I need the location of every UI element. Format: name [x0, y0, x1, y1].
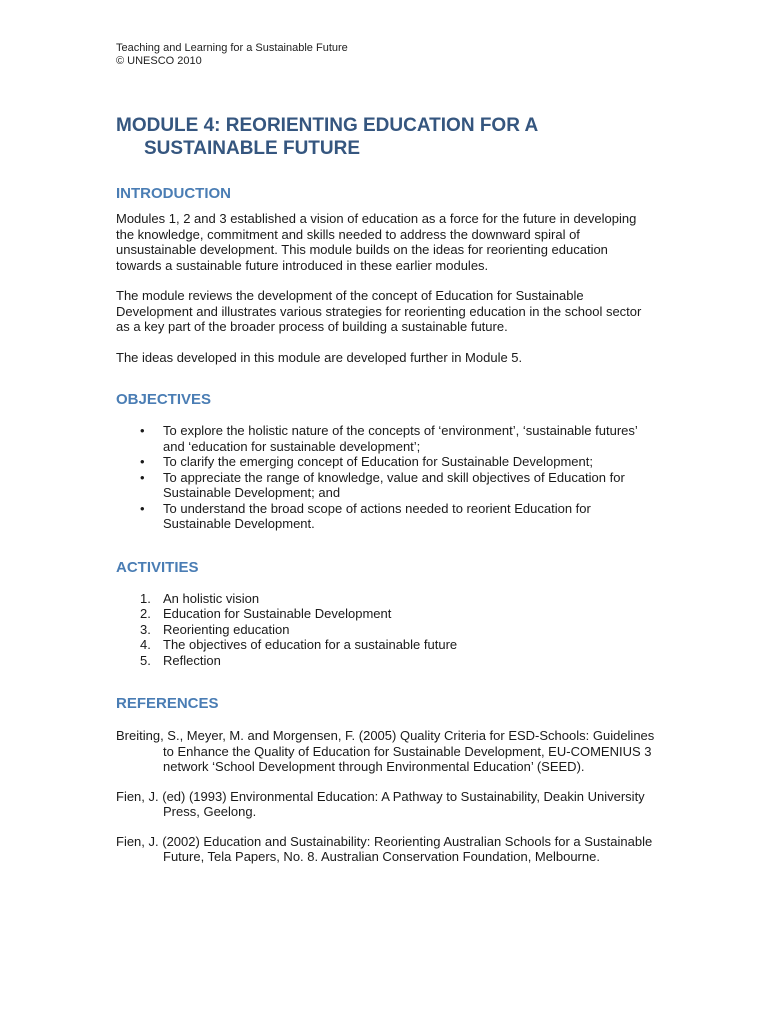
list-number: 4. [140, 637, 151, 652]
bullet-icon: • [140, 469, 145, 485]
introduction-heading: INTRODUCTION [116, 185, 231, 202]
list-item [116, 501, 656, 532]
references-heading: REFERENCES [116, 695, 219, 712]
list-number: 1. [140, 590, 151, 606]
document-page [116, 42, 656, 865]
objectives-list [116, 423, 656, 532]
list-item [116, 637, 656, 653]
running-header [116, 42, 656, 68]
reference-entry: Fien, J. (2002) Education and Sustainability: Reorienting Australian Schools for a Sustainable Future, Tela Papers, No. 8. Australian Conservation Foundation, Melbourne. [116, 833, 653, 864]
list-item-text: To explore the holistic nature of the concepts of ‘environment’, ‘sustainable futures’ and ‘education for sustainable development’; [163, 423, 638, 454]
list-item [116, 591, 656, 607]
objectives-heading: OBJECTIVES [116, 391, 212, 408]
list-item-text: An holistic vision [163, 590, 260, 606]
reference-entry: Breiting, S., Meyer, M. and Morgensen, F. (2005) Quality Criteria for ESD-Schools: Guidelines to Enhance the Quality of Education for Sustainable Development, EU-COMENIUS 3 network ‘School Development through Environmental Education’ (SEED). [116, 728, 655, 774]
bullet-icon: • [140, 423, 145, 438]
list-number: 5. [140, 652, 151, 668]
header-line-course: Teaching and Learning for a Sustainable Future [116, 42, 348, 54]
list-item-text: The objectives of education for a sustainable future [163, 637, 458, 652]
list-item [116, 454, 656, 470]
list-item [116, 470, 656, 501]
list-item-text: Reflection [163, 652, 221, 668]
introduction-paragraph: Modules 1, 2 and 3 established a vision of education as a force for the future in developing the knowledge, commitment and skills needed to address the downward spiral of unsustainable development. This module builds on the ideas for reorienting education towards a sustainable future introduced in these earlier modules. [116, 211, 637, 273]
list-item-text: To clarify the emerging concept of Education for Sustainable Development; [163, 454, 593, 469]
list-item-text: To understand the broad scope of actions needed to reorient Education for Sustainable Development. [163, 500, 591, 531]
list-item [116, 622, 656, 638]
list-number: 3. [140, 621, 151, 637]
bullet-icon: • [140, 454, 145, 469]
introduction-paragraph: The ideas developed in this module are developed further in Module 5. [116, 349, 523, 365]
list-item [116, 653, 656, 669]
reference-entry: Fien, J. (ed) (1993) Environmental Education: A Pathway to Sustainability, Deakin University Press, Geelong. [116, 788, 645, 819]
introduction-paragraph: The module reviews the development of the concept of Education for Sustainable Development and illustrates various strategies for reorienting education in the school sector as a key part of the broader process of building a sustainable future. [116, 288, 642, 334]
activities-list [116, 591, 656, 669]
header-line-copyright: © UNESCO 2010 [116, 55, 202, 67]
list-number: 2. [140, 606, 151, 621]
list-item [116, 423, 656, 454]
module-title: MODULE 4: REORIENTING EDUCATION FOR A SUSTAINABLE FUTURE [116, 115, 538, 159]
list-item-text: To appreciate the range of knowledge, value and skill objectives of Education for Sustainable Development; and [163, 469, 625, 500]
bullet-icon: • [140, 500, 145, 516]
list-item-text: Education for Sustainable Development [163, 606, 392, 621]
activities-heading: ACTIVITIES [116, 558, 199, 576]
list-item [116, 606, 656, 622]
list-item-text: Reorienting education [163, 621, 290, 637]
